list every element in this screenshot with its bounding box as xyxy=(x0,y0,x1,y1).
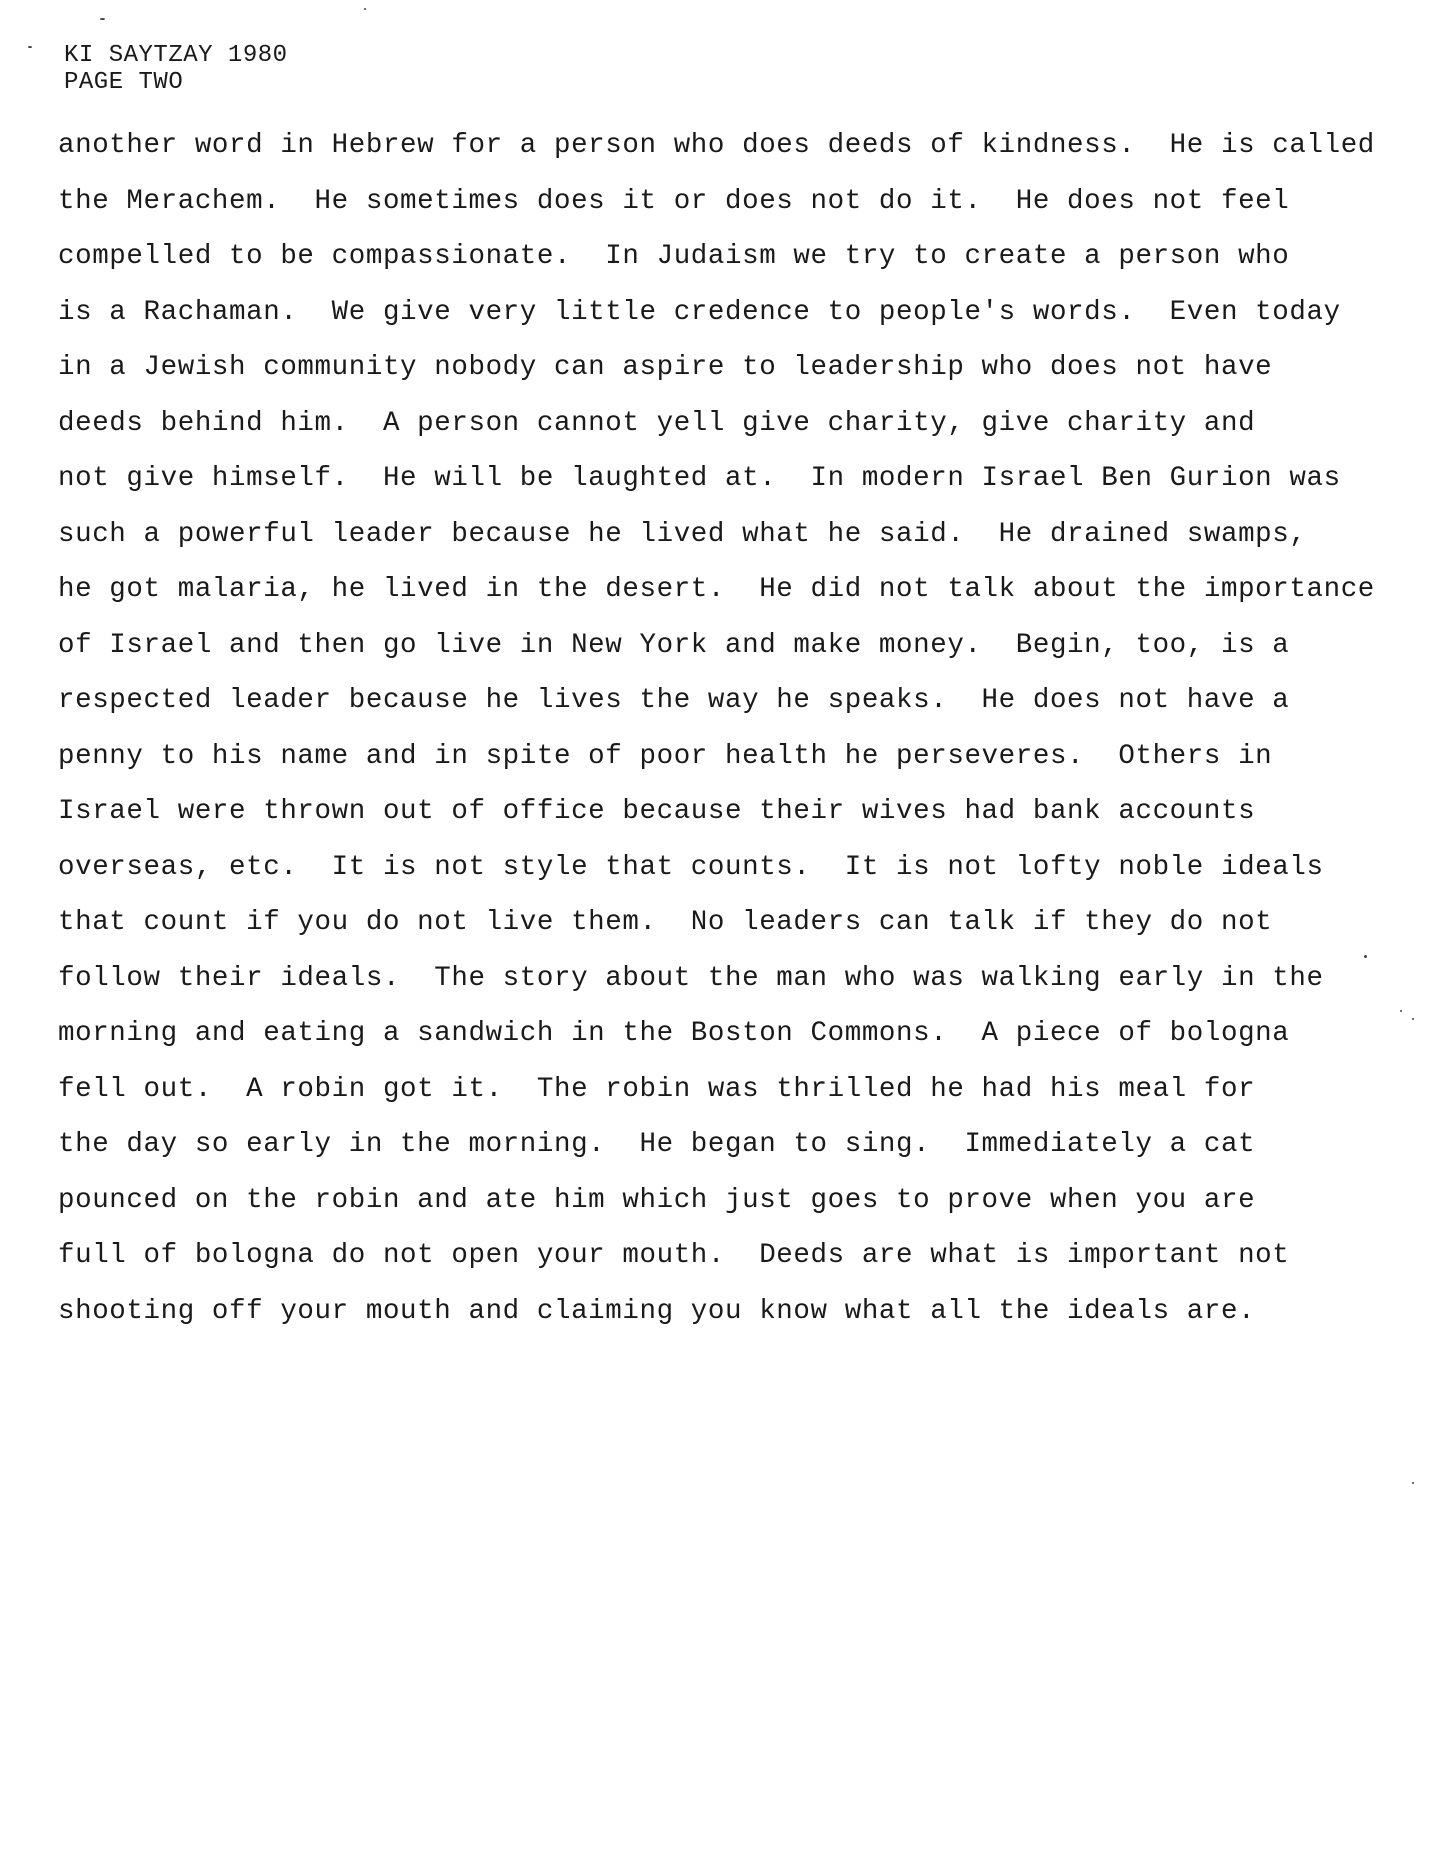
scan-speck xyxy=(1412,1482,1414,1484)
text-line: pounced on the robin and ate him which just goes to prove when you are xyxy=(58,1184,1256,1216)
scan-speck xyxy=(100,18,105,20)
text-line: is a Rachaman. We give very little credence to people's words. Even today xyxy=(58,296,1341,328)
text-line: overseas, etc. It is not style that counts. It is not lofty noble ideals xyxy=(58,851,1324,883)
text-line: in a Jewish community nobody can aspire to leadership who does not have xyxy=(58,352,1273,383)
scan-speck xyxy=(28,46,32,48)
text-line: fell out. A robin got it. The robin was thrilled he had his meal for xyxy=(58,1073,1256,1105)
text-line: full of bologna do not open your mouth. Deeds are what is important not xyxy=(58,1240,1290,1271)
text-line: respected leader because he lives the way he speaks. He does not have a xyxy=(58,685,1290,716)
text-line: the Merachem. He sometimes does it or does not do it. He does not feel xyxy=(58,185,1290,217)
page-number-label: PAGE TWO xyxy=(64,69,184,96)
body-text xyxy=(58,118,1388,1339)
text-line: not give himself. He will be laughted at. In modern Israel Ben Gurion was xyxy=(58,463,1341,494)
scan-speck xyxy=(364,8,366,10)
scan-speck xyxy=(1400,1010,1402,1012)
text-line: the day so early in the morning. He began to sing. Immediately a cat xyxy=(58,1129,1256,1160)
text-line: another word in Hebrew for a person who does deeds of kindness. He is called xyxy=(58,130,1375,161)
text-line: deeds behind him. A person cannot yell give charity, give charity and xyxy=(58,407,1256,439)
text-line: he got malaria, he lived in the desert. He did not talk about the importance xyxy=(58,574,1375,605)
text-line: of Israel and then go live in New York and make money. Begin, too, is a xyxy=(58,629,1290,661)
text-line: morning and eating a sandwich in the Boston Commons. A piece of bologna xyxy=(58,1018,1290,1049)
text-line: such a powerful leader because he lived what he said. He drained swamps, xyxy=(58,518,1307,550)
scan-speck xyxy=(1412,1018,1414,1020)
page-header xyxy=(64,42,288,96)
text-line: Israel were thrown out of office because their wives had bank accounts xyxy=(58,796,1256,827)
text-line: follow their ideals. The story about the man who was walking early in the xyxy=(58,962,1324,994)
text-line: penny to his name and in spite of poor health he perseveres. Others in xyxy=(58,740,1273,772)
text-line: shooting off your mouth and claiming you know what all the ideals are. xyxy=(58,1295,1256,1327)
scan-speck xyxy=(1364,955,1367,958)
text-line: that count if you do not live them. No leaders can talk if they do not xyxy=(58,907,1273,938)
text-line: compelled to be compassionate. In Judaism we try to create a person who xyxy=(58,241,1290,272)
document-title: KI SAYTZAY 1980 xyxy=(64,42,288,69)
